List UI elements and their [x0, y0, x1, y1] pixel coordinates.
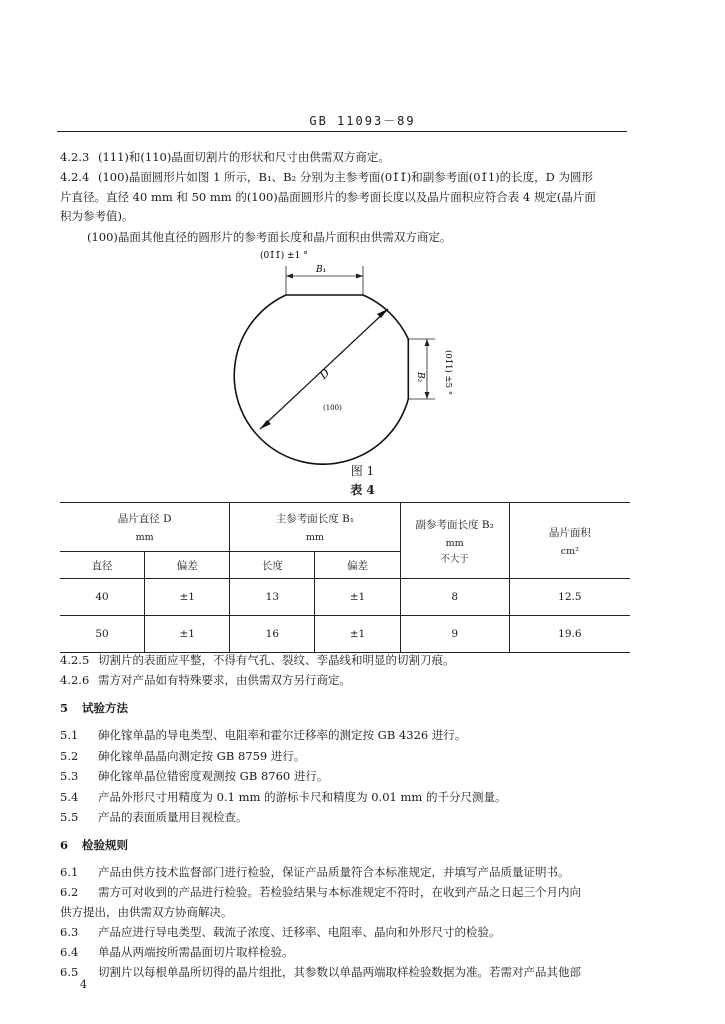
b2-tolerance-label: (01̄1) ±5 °: [443, 350, 453, 396]
cell-area: 19.6: [509, 616, 630, 653]
list-item-continuation: 供方提出，由供需双方协商解决。: [60, 905, 233, 919]
figure-caption: 图 1: [350, 464, 375, 478]
paragraph-4-2-3: [60, 147, 632, 167]
cell-primary-length: 13: [230, 579, 315, 616]
b2-arrow-top: [425, 339, 430, 346]
page-header: GB 11093－89: [309, 114, 416, 128]
subheader-length-tolerance: 偏差: [315, 552, 400, 579]
b1-arrow-left: [286, 274, 293, 279]
b1-arrow-right: [356, 274, 363, 279]
wafer-outline: [234, 295, 408, 464]
b1-tolerance-label: (01̄1̄) ±1 °: [260, 251, 308, 261]
cell-primary-length: 16: [230, 616, 315, 653]
cell-primary-tolerance: ±1: [315, 616, 400, 653]
list-item: 5.4 产品外形尺寸用精度为 0.1 mm 的游标卡尺和精度为 0.01 mm 的千分尺测量。: [60, 790, 507, 804]
diameter-arrow-end: [377, 309, 388, 318]
cell-diameter-tolerance: ±1: [145, 616, 230, 653]
cell-secondary-length: 8: [400, 579, 509, 616]
table-row: [60, 579, 630, 616]
list-item: 5.5 产品的表面质量用目视检查。: [60, 810, 248, 824]
header-primary-flat: 主参考面长度 B₁ mm: [230, 503, 400, 552]
cell-diameter-tolerance: ±1: [145, 579, 230, 616]
subheader-diameter-tolerance: 偏差: [145, 552, 230, 579]
table-header-row: [60, 503, 630, 552]
clause-text: 需方对产品如有特殊要求，由供需双方另行商定。: [98, 673, 351, 687]
b1-label: B₁: [316, 265, 327, 275]
page-number: 4: [80, 978, 87, 991]
header-rule: [57, 131, 627, 132]
list-item: 6.5 切割片以每根单晶所切得的晶片组批，其参数以单晶两端取样检验数据为准。若需对产品其他部: [60, 965, 581, 979]
list-item: 5.1 砷化镓单晶的导电类型、电阻率和霍尔迁移率的测定按 GB 4326 进行。: [60, 728, 467, 742]
clause-text: 切割片的表面应平整，不得有气孔、裂纹、孪晶线和明显的切割刀痕。: [98, 653, 455, 667]
b2-label: B₂: [415, 372, 425, 383]
paragraph-4-2-4-line3: 积为参考值)。: [60, 209, 134, 223]
clause-number: 4.2.4: [60, 170, 90, 184]
clause-number: 4.2.5: [60, 653, 90, 667]
clause-number: 4.2.3: [60, 150, 90, 164]
list-item: 5.2 砷化镓单晶晶向测定按 GB 8759 进行。: [60, 749, 306, 763]
section-5-heading: 5 试验方法: [60, 701, 128, 715]
cell-diameter: 50: [60, 616, 145, 653]
paragraph-4-2-5: [60, 650, 632, 670]
section-6-heading: 6 检验规则: [60, 838, 128, 852]
clause-text: (111)和(110)晶面切割片的形状和尺寸由供需双方商定。: [98, 150, 390, 164]
list-item: 5.3 砷化镓单晶位错密度观测按 GB 8760 进行。: [60, 769, 329, 783]
clause-text: (100)晶面圆形片如图 1 所示，B₁、B₂ 分别为主参考面(01̄1̄)和副参考面(01̄1)的长度，D 为圆形: [98, 170, 594, 184]
plane-label: (100): [323, 404, 342, 412]
diameter-label: D: [316, 366, 333, 382]
diameter-arrow-start: [260, 420, 271, 429]
cell-diameter: 40: [60, 579, 145, 616]
list-item: 6.3 产品应进行导电类型、载流子浓度、迁移率、电阻率、晶向和外形尺寸的检验。: [60, 925, 501, 939]
table-caption: 表 4: [350, 483, 375, 497]
paragraph-4-2-6: [60, 670, 632, 690]
table-4: [60, 502, 630, 653]
header-secondary-flat: 副参考面长度 B₂ mm 不大于: [400, 503, 509, 579]
cell-area: 12.5: [509, 579, 630, 616]
paragraph-4-2-4: [60, 167, 632, 187]
subheader-diameter: 直径: [60, 552, 145, 579]
list-item: 6.2 需方可对收到的产品进行检验。若检验结果与本标准规定不符时，在收到产品之日起三个月内向: [60, 885, 581, 899]
table-row: [60, 616, 630, 653]
cell-secondary-length: 9: [400, 616, 509, 653]
header-area: 晶片面积 cm²: [509, 503, 630, 579]
list-item: 6.1 产品由供方技术监督部门进行检验，保证产品质量符合本标准规定，并填写产品质量证明书。: [60, 865, 570, 879]
list-item: 6.4 单晶从两端按所需晶面切片取样检验。: [60, 945, 294, 959]
b2-arrow-bottom: [425, 392, 430, 399]
paragraph-4-2-4-line2: 片直径。直径 40 mm 和 50 mm 的(100)晶面圆形片的参考面长度以及晶片面积应符合表 4 规定(晶片面: [60, 190, 596, 204]
cell-primary-tolerance: ±1: [315, 579, 400, 616]
subheader-length: 长度: [230, 552, 315, 579]
clause-number: 4.2.6: [60, 673, 90, 687]
paragraph-other-diameters: (100)晶面其他直径的圆形片的参考面长度和晶片面积由供需双方商定。: [87, 230, 452, 244]
wafer-figure: [220, 240, 480, 465]
header-diameter: 晶片直径 D mm: [60, 503, 230, 552]
